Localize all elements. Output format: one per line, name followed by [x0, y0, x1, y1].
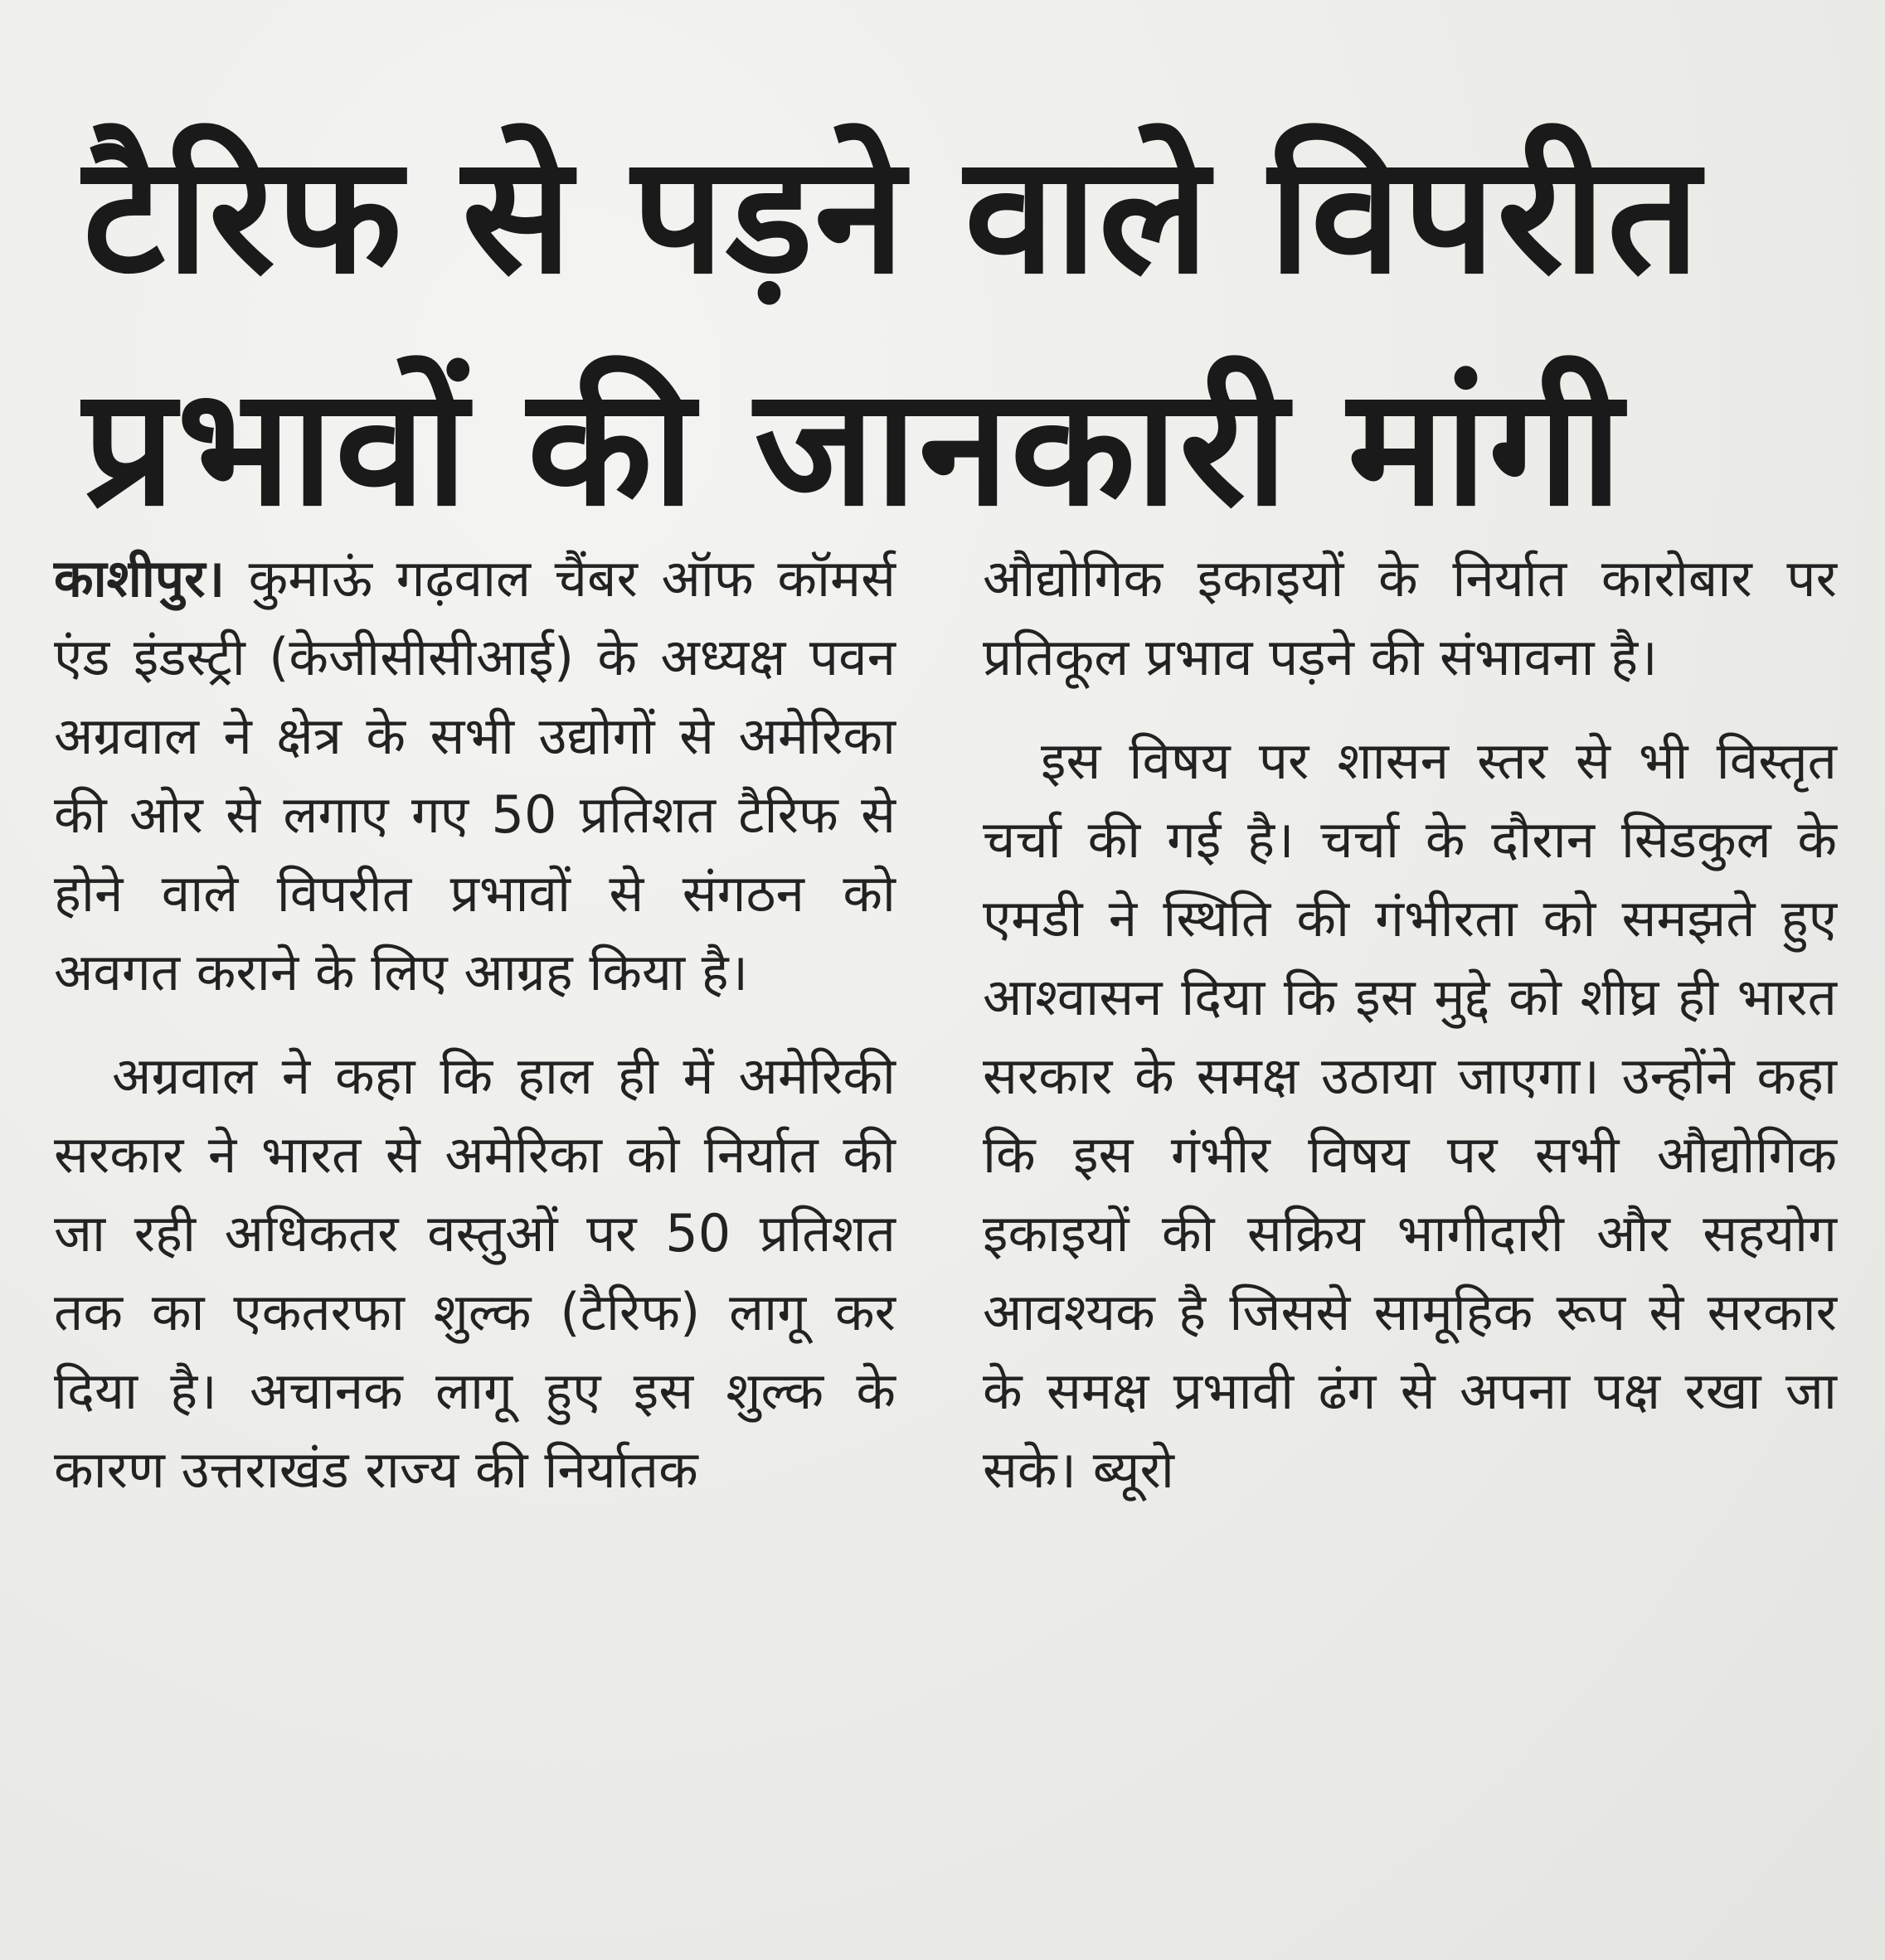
article-paragraph: इस विषय पर शासन स्तर से भी विस्तृत चर्चा की गई है। चर्चा के दौरान सिडकुल के एमडी ने स्थिति की गंभीरता को समझते हुए आश्वासन दिया कि इस मुद्दे को शीघ्र ही भारत सरकार के समक्ष उठाया जाएगा। उन्होंने कहा कि इस गंभीर विषय पर सभी औद्योगिक इकाइयों की सक्रिय भागीदारी और सहयोग आवश्यक है जिससे सामूहिक रूप से सरकार के समक्ष प्रभावी ढंग से अपना पक्ष रखा जा सके। ब्यूरो — [983, 730, 1837, 1500]
article-paragraph: अग्रवाल ने कहा कि हाल ही में अमेरिकी सरकार ने भारत से अमेरिका को निर्यात की जा रही अधिकतर वस्तुओं पर 50 प्रतिशत तक का एकतरफा शुल्क (टैरिफ) लागू कर दिया है। अचानक लागू हुए इस शुल्क के कारण उत्तराखंड राज्य की निर्यातक — [54, 1045, 896, 1500]
article-paragraph: औद्योगिक इकाइयों के निर्यात कारोबार पर प्रतिकूल प्रभाव पड़ने की संभावना है। — [983, 548, 1837, 687]
article-paragraph — [54, 539, 896, 1012]
headline-line-1: टैरिफ से पड़ने वाले विपरीत — [83, 121, 1702, 310]
paragraph-text: कुमाऊं गढ़वाल चैंबर ऑफ कॉमर्स एंड इंडस्ट्री (केजीसीसीआई) के अध्यक्ष पवन अग्रवाल ने क्षेत्र के सभी उद्योगों से अमेरिका की ओर से लगाए गए 50 प्रतिशत टैरिफ से होने वाले विपरीत प्रभावों से संगठन को अवगत कराने के लिए आग्रह किया है। — [54, 548, 896, 1002]
headline — [83, 99, 1808, 564]
dateline: काशीपुर। — [54, 548, 225, 609]
article-column-left — [54, 539, 896, 1534]
article-column-right — [983, 539, 1837, 1534]
headline-line-2: प्रभावों की जानकारी मांगी — [83, 353, 1625, 542]
